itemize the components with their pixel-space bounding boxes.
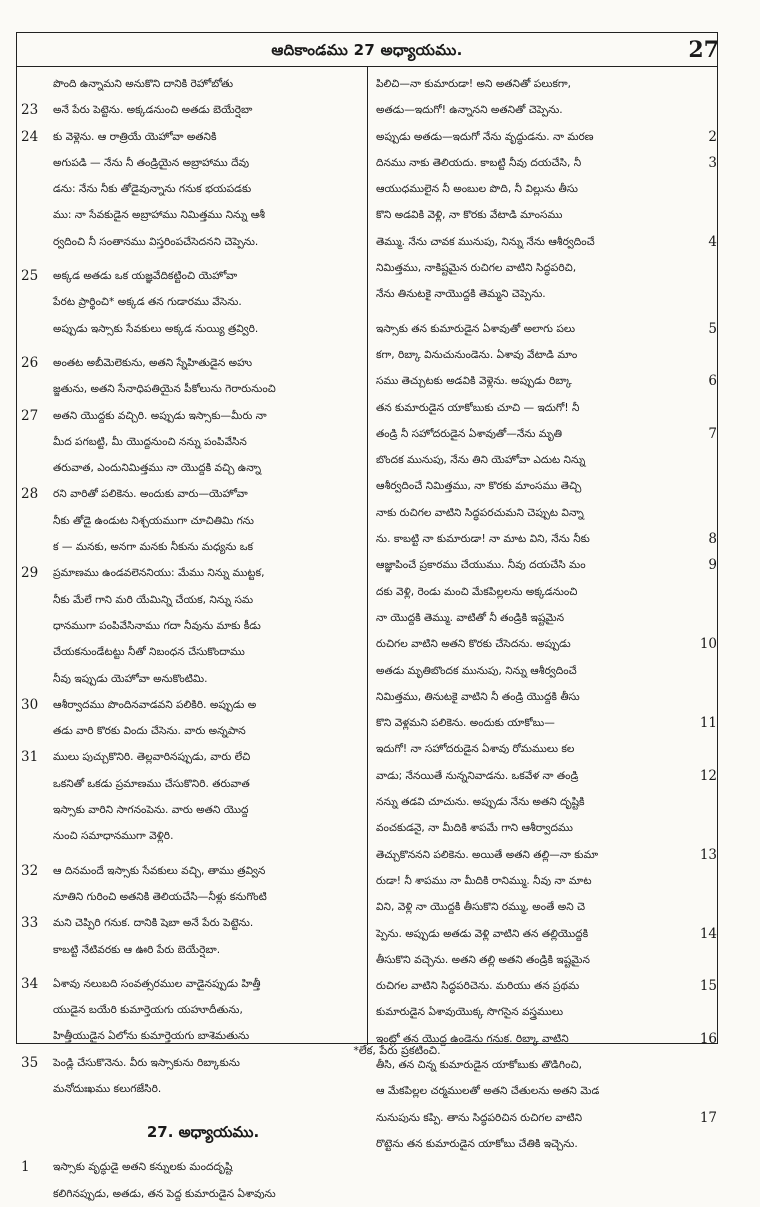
line-text: పొంది ఉన్నామని అనుకొని దానికి రెహోబోతు [53,78,234,90]
line-text: అనే పేరు పెట్టెను. అక్కడనుంచి అతడు బెయేర్షెబా [53,104,253,117]
text-line [370,281,719,307]
line-text: రుచిగల వాటిని సిద్ధపరిచెను. మరియు తన ప్రథమ [376,980,580,993]
line-text: కొని వెళ్లమని పలికెను. అందుకు యాకోబు— [376,717,555,730]
line-text: పిలిచి—నా కుమారుడా! అని అతనితో పలుకగా, [376,78,572,90]
paragraph [17,971,365,1102]
verse-number: 15 [699,978,717,995]
line-text: ఆజ్ఞాపించే ప్రకారము చేయుము. నీవు దయచేసి మం [376,559,586,572]
line-text: ఇంట్లో తన యొద్ద ఉండెను గనుక. రిబ్కా వాటిని [376,1032,569,1045]
text-line [17,666,365,692]
text-line [17,263,365,289]
line-text: ఆశీర్వదించే నిమిత్తము, నా కొరకు మాంసము తెచ్చి [376,480,582,493]
line-text: ర్వదించి నీ సంతానము విస్తరింపచేసెదనని చెప్పెను. [53,235,259,248]
line-text: కాబట్టి నేటివరకు ఆ ఊరి పేరు బెయేర్షెబా. [53,943,221,956]
text-line [370,815,719,841]
text-line [370,316,719,342]
verse-number: 11 [699,715,717,732]
text-line [17,692,365,718]
text-line [17,1181,365,1207]
verse-number: 13 [699,846,717,863]
page-number: 27 [688,37,719,63]
line-text: తెమ్ము. నేను చావక మునుపు, నిన్ను నేను ఆశీర్వదించే [376,235,595,248]
verse-number: 26 [21,354,39,371]
line-text: నాకు రుచిగల వాటిని సిద్ధపరచుమని చెప్పుట విన్నా [376,506,584,519]
verse-number: 6 [708,373,717,390]
line-text: అతడు మృతిబొందక మునుపు, నిన్ను ఆశీర్వదించే [376,664,577,677]
line-text: కుమారుడైన ఏశావుయొక్క సొగసైన వస్త్రములు [376,1006,564,1019]
text-line [17,150,365,176]
verse-number: 35 [21,1054,39,1071]
line-text: కొని అడవికి వెళ్లి, నా కొరకు వేటాడి మాంసము [376,209,563,222]
line-text: ఒకనితో ఒకడు ప్రమాణము చేసుకొనిరి. తరువాత [53,777,250,790]
line-text: ములు పుచ్చుకొనిరి. తెల్లవారినప్పుడు, వారు లేచి [53,751,251,764]
text-line [17,403,365,429]
line-text: తెచ్చుకొననని పలికెను. అయితే అతని తల్లి—నా కుమా [376,848,599,861]
verse-number: 31 [21,749,39,766]
line-text: తన కుమారుడైన యాకోబుకు చూచి — ఇదుగో! నీ [376,401,580,414]
text-line [17,718,365,744]
text-line [17,587,365,613]
text-line [370,947,719,973]
line-text: రుడా! నీ శాపము నా మీదికి రానిమ్ము. నీవు నా మాట [376,874,592,887]
text-line [370,202,719,228]
line-text: నూతిని గురించి అతనికి తెలియచేసి—నీళ్లు కనుగొంటి [53,890,267,903]
line-text: తడు వారి కొరకు విందు చేసెను. వారు అన్నపాన [53,725,246,738]
verse-number: 29 [21,565,39,582]
verse-number: 1 [21,1159,30,1176]
line-text: ఏశావు నలుబది సంవత్సరముల వాడైనప్పుడు హిత్తీ [53,977,261,990]
line-text: సము తెచ్చుటకు అడవికి వెళ్లెను. అప్పుడు రిబ్కా [376,375,572,388]
column-divider [367,67,368,1045]
line-text: నిమిత్తము, తినుటకై వాటిని నీ తండ్రి యొద్దకి తీసు [376,690,580,703]
text-line [17,455,365,481]
line-text: నా యొద్దకి తెమ్ము. వాటితో నీ తండ్రికి ఇష్టమైన [376,611,565,624]
text-line [17,613,365,639]
text-line [17,289,365,315]
verse-number: 14 [699,925,717,942]
verse-number: 33 [21,915,39,932]
text-line [17,316,365,342]
text-line [17,71,365,97]
text-line [370,894,719,920]
text-line [370,1078,719,1104]
verse-number: 17 [699,1109,717,1126]
line-text: ధానముగా పంపివేసినాము గదా నీవును మాకు కీడు [53,619,261,632]
verse-number: 28 [21,486,39,503]
text-line [370,605,719,631]
line-text: పేరట ప్రార్థించి* అక్కడ తన గుడారము వేసెను. [53,296,242,309]
text-line [370,342,719,368]
verse-number: 8 [708,531,717,548]
text-line [17,350,365,376]
verse-number: 2 [708,128,717,145]
verse-number: 3 [708,154,717,171]
text-line [370,710,719,736]
text-line [17,534,365,560]
text-line [370,421,719,447]
text-line [17,429,365,455]
text-line [17,771,365,797]
text-line [370,526,719,552]
text-line [370,255,719,281]
text-line [370,684,719,710]
line-text: వాడు; నేనయితే నున్ననివాడను. ఒకవేళ నా తండ్రి [376,769,579,782]
line-text: నీవు ఇప్పుడు యెహోవా అనుకొంటిమి. [53,672,208,685]
text-line [370,736,719,762]
text-line [17,97,365,123]
line-text: అతడు—ఇదుగో! ఉన్నానని అతనితో చెప్పెను. [376,104,563,117]
paragraph [17,263,365,342]
text-line [17,937,365,963]
text-line [370,763,719,789]
text-line [370,789,719,815]
text-line [370,999,719,1025]
paragraph [17,858,365,963]
line-text: మని చెప్పిరి గనుక. దానికి షెబా అనే పేరు పెట్టెను. [53,917,254,930]
text-line [370,176,719,202]
text-line [17,884,365,910]
text-line [17,910,365,936]
verse-number: 27 [21,407,39,424]
text-line [370,97,719,123]
line-text: తీసి, తన చిన్న కుమారుడైన యాకోబుకు తొడిగించి, [376,1058,582,1071]
text-line [17,202,365,228]
line-text: ఆశీర్వాదము పొందినవాడవని పలికిరి. అప్పుడు అ [53,698,257,711]
text-line [17,858,365,884]
text-line [17,997,365,1023]
line-text: ప్రమాణము ఉండవలెననియు: మేము నిన్ను ముట్టక, [53,567,265,580]
text-line [370,631,719,657]
line-text: అక్కడ అతడు ఒక యజ్ఞవేదికట్టించి యెహోవా [53,270,238,283]
paragraph [17,1154,365,1207]
line-text: డను: నేను నీకు తోడైవున్నాను గనుక భయపడకు [53,183,252,196]
text-line [17,1154,365,1180]
line-text: తీసుకొని వచ్చెను. అతని తల్లి అతని తండ్రికి ఇష్టమైన [376,953,590,966]
line-text: నునుపును కప్పి. తాను సిద్ధపరిచిన రుచిగల వాటిని [376,1111,583,1124]
line-text: హిత్తీయుడైన ఏలోను కుమార్తెయగు బాశెమతును [53,1030,250,1043]
line-text: ఇస్సాకు వారిని సాగనంపెను. వారు అతని యొద్ద [53,804,249,817]
line-text: కలిగినప్పుడు, అతడు, తన పెద్ద కుమారుడైన ఏశావును [53,1187,276,1200]
text-line [17,971,365,997]
line-text: రుచిగల వాటిని అతని కొరకు చేసెదను. అప్పుడు [376,638,571,651]
verse-number: 5 [708,320,717,337]
line-text: చేయకనుండేటట్టు నీతో నిబంధన చేసుకొందాము [53,646,245,659]
line-text: దకు వెళ్లి, రెండు మంచి మేకపిల్లలను అక్కడనుంచి [376,585,578,598]
line-text: అప్పుడు ఇస్సాకు సేవకులు అక్కడ నుయ్యి త్రవ్విరి. [53,322,259,335]
line-text: అతని యొద్దకు వచ్చిరి. అప్పుడు ఇస్సాకు—మీరు నా [53,409,267,422]
text-line [370,1131,719,1157]
line-text: క — మనకు, అనగా మనకు నీకును మధ్యను ఒక [53,541,253,554]
text-line [370,921,719,947]
line-text: ఇస్సాకు వృద్ధుడై అతని కన్నులకు మందదృష్టి [53,1161,233,1174]
line-text: నేను తినుటకై నాయొద్దకి తెమ్మని చెప్పెను. [376,288,546,301]
line-text: అగుపడి — నేను నీ తండ్రియైన అబ్రాహాము దేవు [53,156,250,169]
chapter-heading: 27. అధ్యాయము. [146,1123,260,1142]
line-text: యుడైన బయేరి కుమార్తెయగు యహూదీతును, [53,1004,243,1017]
verse-number: 12 [699,767,717,784]
line-text: నీకు మేలే గాని మరి యేమిన్ని చేయక, నిన్ను సమ [53,593,254,606]
verse-number: 4 [708,233,717,250]
text-line [17,124,365,150]
text-line [370,842,719,868]
verse-number: 9 [708,557,717,574]
line-text: ఆ మేకపిల్లల చర్మములతో అతని చేతులను అతని మెడ [376,1085,600,1098]
line-text: ప్పెను. అప్పుడు అతడు వెళ్లి వాటిని తన తల్లియొద్దకి [376,927,589,940]
text-line [17,508,365,534]
line-text: నీకు తోడై ఉండుట నిశ్చయముగా చూచితిమి గను [53,514,254,527]
text-line [17,744,365,770]
verse-number: 24 [21,128,39,145]
line-text: ఆయుధములైన నీ అంబుల పొది, నీ విల్లును తీసు [376,183,578,196]
text-line [17,1076,365,1102]
line-text: నుంచి సమాధానముగా వెళ్లిరి. [53,830,174,843]
footnote: *లేక, పేరు ప్రకటించి. [353,1044,441,1057]
verse-number: 32 [21,862,39,879]
line-text: అంతట అబీమెలెకును, అతని స్నేహితుడైన అహు [53,356,253,369]
text-line [370,658,719,684]
text-line [17,376,365,402]
paragraph [17,71,365,255]
text-line [17,797,365,823]
line-text: మనోదుఃఖము కలుగజేసిరి. [53,1082,162,1095]
line-text: తరువాత, ఎందునిమిత్తము నా యొద్దకి వచ్చి ఉన్నా [53,462,262,475]
line-text: రని వారితో పలికెను. అందుకు వారు—యెహోవా [53,488,248,501]
right-column [370,71,719,1157]
text-line [370,500,719,526]
text-line [370,368,719,394]
text-line [17,639,365,665]
text-line [370,473,719,499]
line-text: దినము నాకు తెలియదు. కాబట్టి నీవు దయచేసి, నీ [376,156,582,169]
text-line [17,176,365,202]
text-line [370,1105,719,1131]
text-line [370,868,719,894]
line-text: ఇస్సాకు తన కుమారుడైన ఏశావుతో అలాగు పలు [376,322,576,335]
verse-number: 25 [21,268,39,285]
line-text: విని, వెళ్లి నా యొద్దకి తీసుకొని రమ్ము, అంతే అని చె [376,901,586,914]
line-text: బొందక మునుపు, నేను తిని యెహోవా ఎదుట నిన్ను [376,454,586,467]
paragraph [370,71,719,308]
paragraph [370,316,719,1158]
text-line [370,447,719,473]
text-line [370,973,719,999]
text-line [370,552,719,578]
text-line [370,71,719,97]
line-text: జ్జతును, అతని సేనాధిపతియైన పీకోలును గెరారునుంచి [53,383,276,396]
verse-number: 30 [21,696,39,713]
verse-number: 10 [699,636,717,653]
line-text: కగా, రిబ్కా వినుచునుండెను. ఏశావు వేటాడి మాం [376,348,578,361]
line-text: మీద పగబట్టి, మీ యొద్దనుంచి నన్ను పంపివేసిన [53,435,247,448]
line-text: ఆ దినమందే ఇస్సాకు సేవకులు వచ్చి, తాము త్రవ్విన [53,864,266,877]
line-text: అప్పుడు అతడు—ఇదుగో నేను వృద్ధుడను. నా మరణ [376,130,594,143]
line-text: నన్ను తడవి చూచును. అప్పుడు నేను అతని దృష్టికి [376,796,585,809]
line-text: నిమిత్తము, నాకిష్టమైన రుచిగల వాటిని సిద్ధపరిచి, [376,262,577,275]
running-title: ఆదికాండము 27 అధ్యాయము. [271,41,463,59]
verse-number: 7 [708,425,717,442]
line-text: పెండ్లి చేసుకొనెను. వీరు ఇస్సాకును రిబ్కాకును [53,1056,240,1069]
line-text: ఇదుగో! నా సహోదరుడైన ఏశావు రోమములు కల [376,743,575,756]
line-text: ము: నా సేవకుడైన అబ్రాహాము నిమిత్తము నిన్ను ఆశీ [53,209,265,222]
text-line [17,823,365,849]
verse-number: 16 [699,1030,717,1047]
line-text: రొట్టెను తన కుమారుడైన యాకోబు చేతికి ఇచ్చెను. [376,1137,578,1150]
text-line [370,395,719,421]
text-line [370,124,719,150]
text-line [370,579,719,605]
line-text: తండ్రి నీ సహోదరుడైన ఏశావుతో—నేను మృతి [376,427,563,440]
text-line [17,560,365,586]
page-header [17,33,717,67]
line-text: ను. కాబట్టి నా కుమారుడా! నా మాట విని, నేను నీకు [376,533,590,546]
paragraph [17,350,365,850]
verse-number: 34 [21,975,39,992]
verse-number: 23 [21,102,39,119]
text-line [370,150,719,176]
line-text: కు వెళ్లెను. ఆ రాత్రియే యెహోవా అతనికి [53,130,217,143]
text-line [17,229,365,255]
text-line [17,481,365,507]
text-line [370,229,719,255]
line-text: వంచకుడనై, నా మీదికి శాపమే గాని ఆశీర్వాదము [376,822,573,835]
left-column [17,71,365,1207]
